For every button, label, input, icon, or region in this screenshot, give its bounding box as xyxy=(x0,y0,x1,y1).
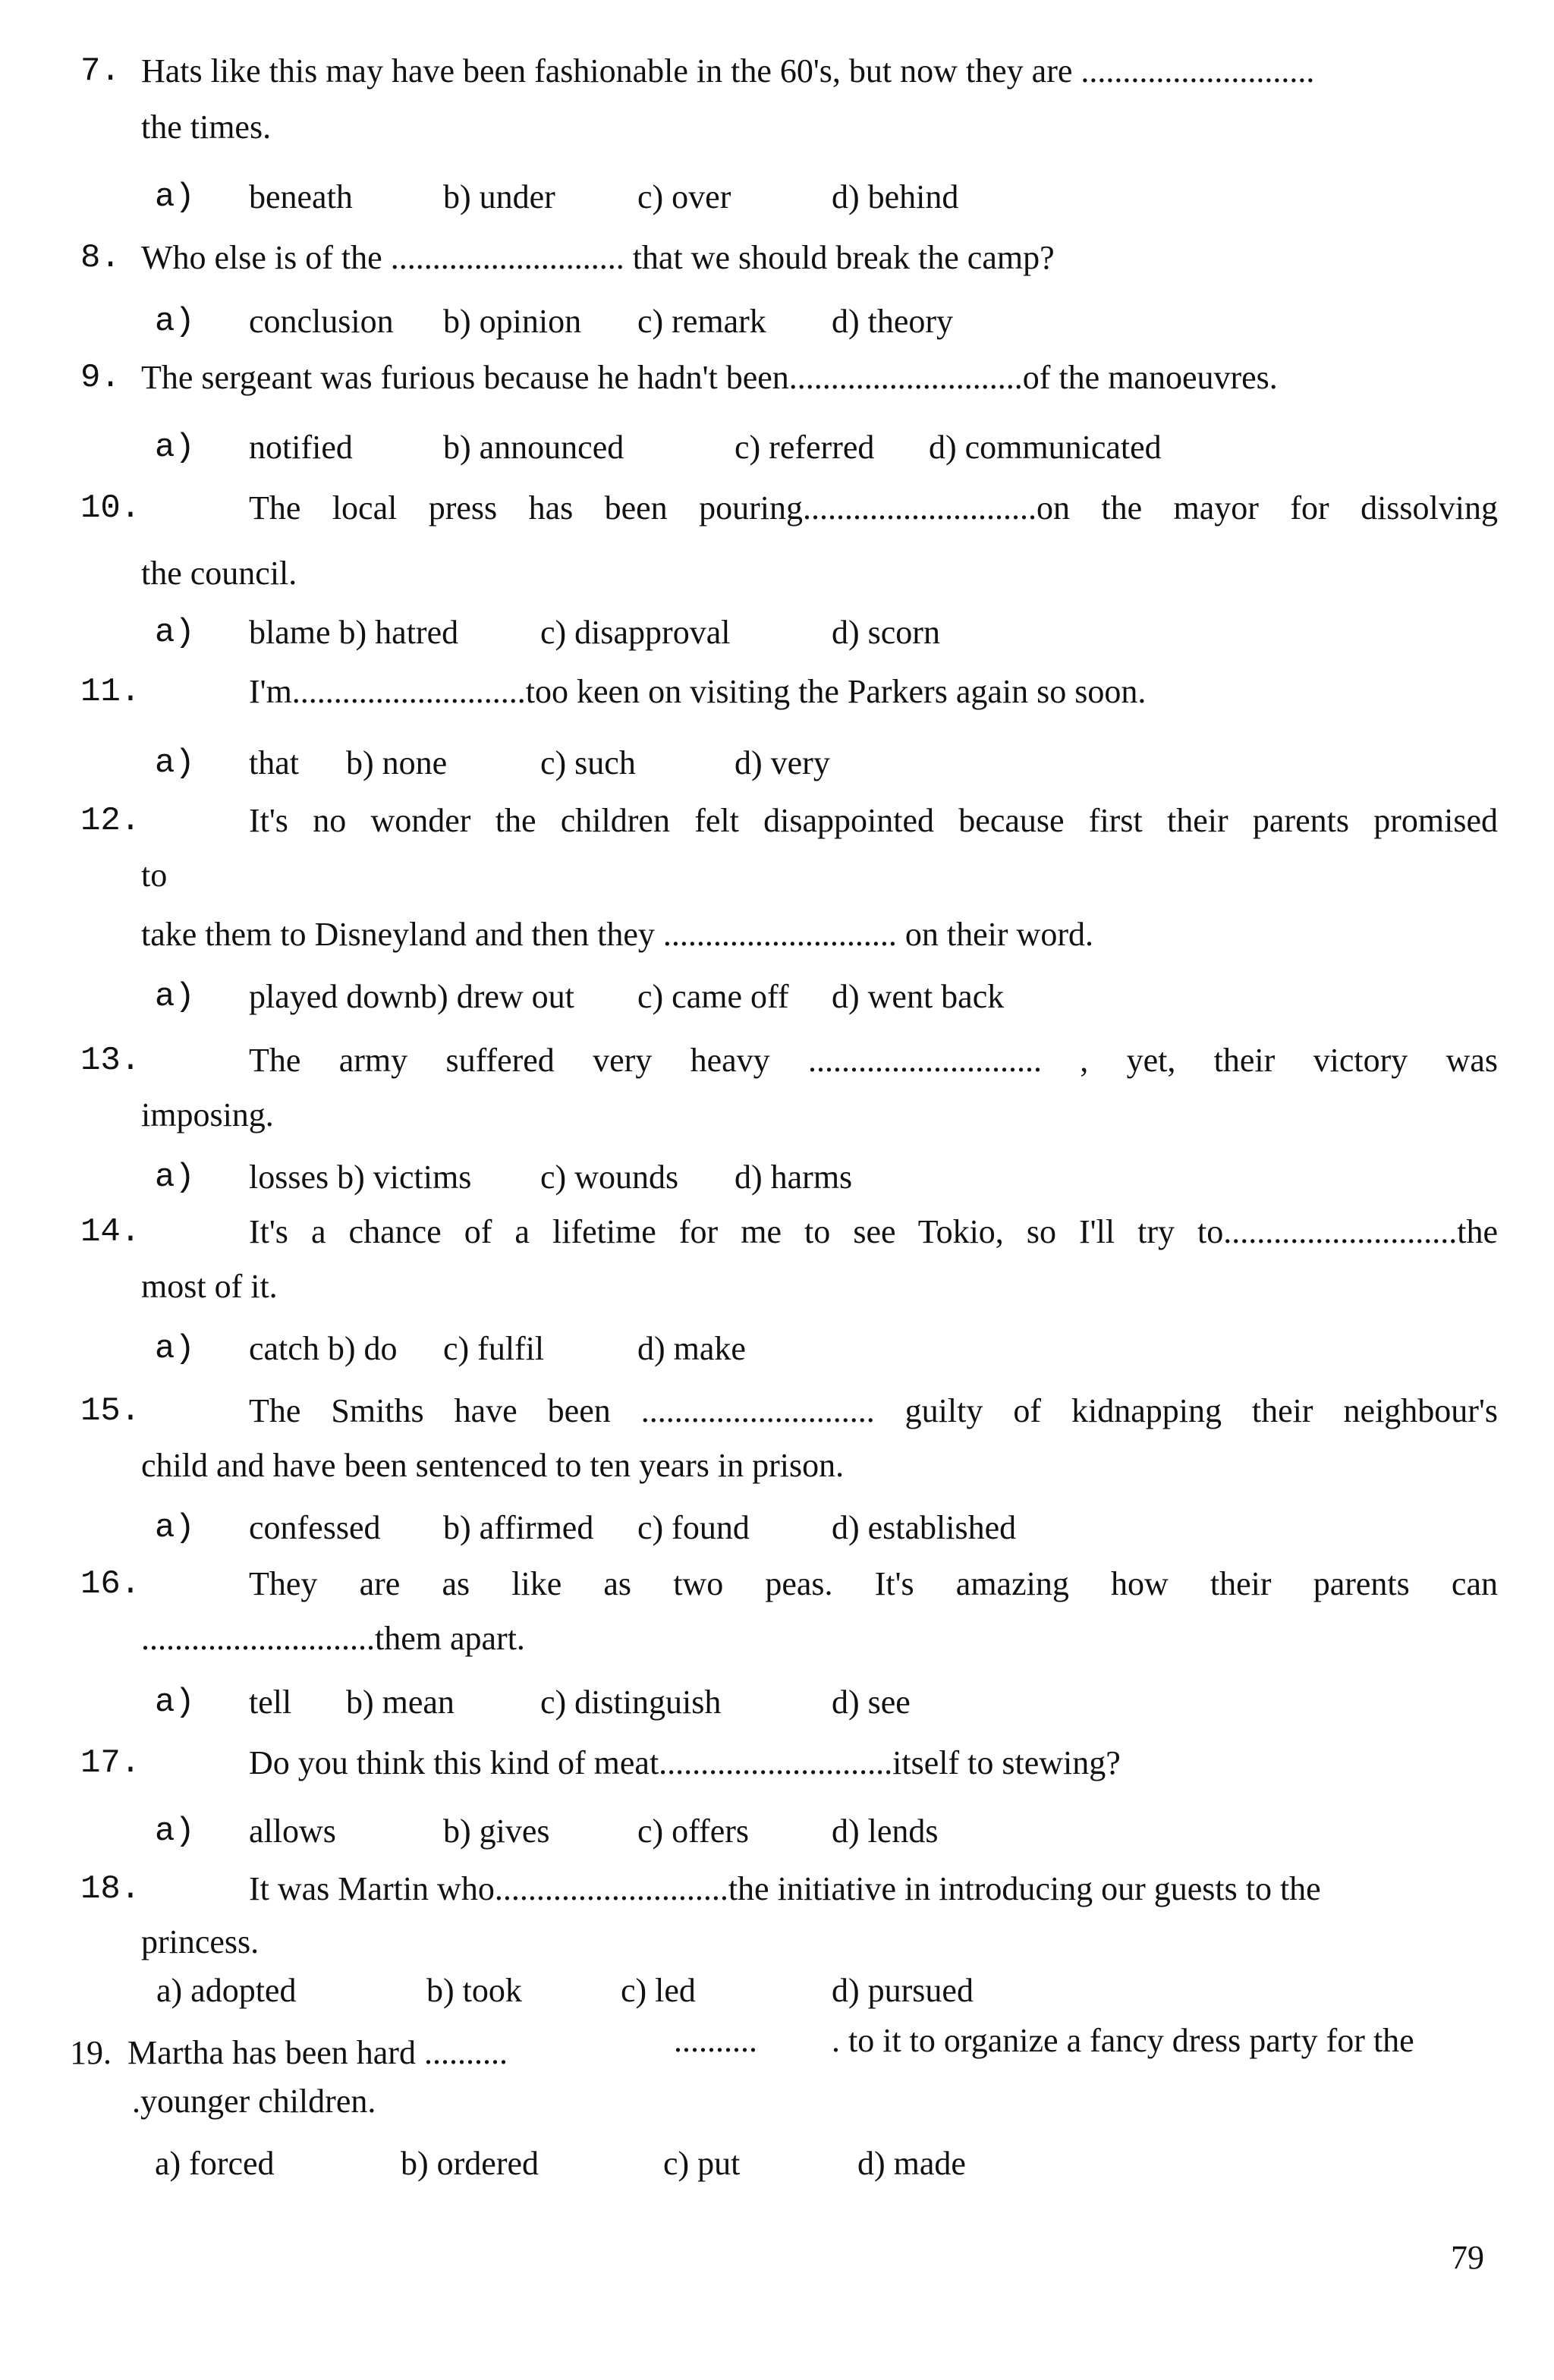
question-15-option-a-label: a) xyxy=(155,1509,195,1547)
question-11-option-c: c) such xyxy=(540,744,636,781)
question-11-option-d: d) very xyxy=(735,744,830,781)
question-10-option-a-label: a) xyxy=(155,614,195,652)
question-18-option-a: a) adopted xyxy=(156,1972,297,2009)
question-18-option-c: c) led xyxy=(621,1972,696,2009)
question-9-text: The sergeant was furious because he hadn't been............................of the manoeuvres. xyxy=(141,359,1278,396)
question-13-option-a-b: losses b) victims xyxy=(249,1159,472,1196)
question-19-text-part2: .......... xyxy=(674,2022,757,2059)
question-16-option-a-label: a) xyxy=(155,1684,195,1721)
question-12-option-c: c) came off xyxy=(637,978,789,1015)
question-14-option-c: c) fulfil xyxy=(443,1330,545,1367)
question-18-option-b: b) took xyxy=(426,1972,522,2009)
question-19-number: 19. xyxy=(70,2034,112,2071)
question-14-option-a-b: catch b) do xyxy=(249,1330,398,1367)
question-15-option-c: c) found xyxy=(637,1509,750,1546)
question-18-number: 18. xyxy=(80,1870,141,1908)
question-7-number: 7. xyxy=(80,52,121,90)
question-12-option-a-label: a) xyxy=(155,978,195,1016)
question-15-text: The Smiths have been ............................ guilty of kidnapping their neighbour's xyxy=(249,1392,1498,1429)
question-18-option-d: d) pursued xyxy=(832,1972,974,2009)
question-13-text-cont: imposing. xyxy=(141,1096,274,1133)
question-10-option-a-b: blame b) hatred xyxy=(249,614,459,651)
question-12-number: 12. xyxy=(80,802,141,840)
question-7-option-a-label: a) xyxy=(155,178,195,216)
question-7-option-d: d) behind xyxy=(832,178,959,215)
question-12-text-wrap: to xyxy=(141,857,168,894)
question-11-number: 11. xyxy=(80,673,141,711)
question-13-option-d: d) harms xyxy=(735,1159,853,1196)
question-8-text: Who else is of the ............................ that we should break the camp? xyxy=(141,239,1055,276)
question-10-text-cont: the council. xyxy=(141,555,297,592)
question-10-option-c: c) disapproval xyxy=(540,614,731,651)
question-17-option-a: allows xyxy=(249,1813,336,1850)
question-17-text: Do you think this kind of meat............................itself to stewing? xyxy=(249,1744,1121,1781)
question-15-option-b: b) affirmed xyxy=(443,1509,594,1546)
question-19-option-c: c) put xyxy=(663,2145,741,2182)
question-12-text: It's no wonder the children felt disappointed because first their parents promised xyxy=(249,802,1498,839)
question-8-option-c: c) remark xyxy=(637,303,766,340)
question-7-option-a: beneath xyxy=(249,178,353,215)
question-17-option-a-label: a) xyxy=(155,1813,195,1850)
question-8-option-d: d) theory xyxy=(832,303,954,340)
question-10-option-d: d) scorn xyxy=(832,614,940,651)
question-8-option-b: b) opinion xyxy=(443,303,582,340)
question-15-text-cont: child and have been sentenced to ten years in prison. xyxy=(141,1447,845,1484)
question-12-option-d: d) went back xyxy=(832,978,1005,1015)
question-19-text-cont: .younger children. xyxy=(132,2083,376,2120)
question-8-number: 8. xyxy=(80,239,121,277)
question-14-option-d: d) make xyxy=(637,1330,746,1367)
question-10-number: 10. xyxy=(80,489,141,527)
question-15-option-a: confessed xyxy=(249,1509,381,1546)
question-14-text: It's a chance of a lifetime for me to see Tokio, so I'll try to............................the xyxy=(249,1213,1498,1250)
question-16-text-cont: ............................them apart. xyxy=(141,1620,525,1657)
question-12-text-cont: take them to Disneyland and then they ............................ on their word. xyxy=(141,916,1093,953)
question-9-option-a-label: a) xyxy=(155,429,195,467)
question-9-option-d: d) communicated xyxy=(929,429,1162,466)
question-19-option-a: a) forced xyxy=(155,2145,275,2182)
question-19-text-part1: Martha has been hard .......... xyxy=(127,2034,508,2071)
question-16-option-b: b) mean xyxy=(346,1684,455,1721)
question-14-option-a-label: a) xyxy=(155,1330,195,1368)
question-9-option-a: notified xyxy=(249,429,353,466)
question-13-option-c: c) wounds xyxy=(540,1159,679,1196)
question-8-option-a: conclusion xyxy=(249,303,394,340)
question-13-option-a-label: a) xyxy=(155,1159,195,1196)
question-18-text-cont: princess. xyxy=(141,1923,260,1960)
question-17-number: 17. xyxy=(80,1744,141,1782)
question-9-option-c: c) referred xyxy=(735,429,875,466)
page-number: 79 xyxy=(1451,2239,1484,2276)
question-10-text: The local press has been pouring............................on the mayor for dissolving xyxy=(249,489,1498,527)
question-7-text: Hats like this may have been fashionable in the 60's, but now they are ............................ xyxy=(141,52,1315,90)
question-7-option-c: c) over xyxy=(637,178,731,215)
question-16-option-d: d) see xyxy=(832,1684,911,1721)
question-11-option-a: that xyxy=(249,744,299,781)
question-11-option-a-label: a) xyxy=(155,744,195,782)
question-7-text-cont: the times. xyxy=(141,108,272,146)
question-7-option-b: b) under xyxy=(443,178,555,215)
question-19-option-d: d) made xyxy=(857,2145,966,2182)
question-8-option-a-label: a) xyxy=(155,303,195,341)
question-16-option-c: c) distinguish xyxy=(540,1684,722,1721)
question-19-option-b: b) ordered xyxy=(401,2145,539,2182)
question-9-number: 9. xyxy=(80,359,121,397)
question-11-option-b: b) none xyxy=(346,744,448,781)
question-19-text-part3: . to it to organize a fancy dress party for the xyxy=(832,2022,1414,2059)
question-16-number: 16. xyxy=(80,1565,141,1603)
question-15-option-d: d) established xyxy=(832,1509,1017,1546)
question-18-text: It was Martin who............................the initiative in introducing our guests to the xyxy=(249,1870,1321,1907)
question-11-text: I'm............................too keen on visiting the Parkers again so soon. xyxy=(249,673,1147,710)
question-13-number: 13. xyxy=(80,1042,141,1080)
question-12-option-a-b: played downb) drew out xyxy=(249,978,574,1015)
question-16-text: They are as like as two peas. It's amazing how their parents can xyxy=(249,1565,1498,1602)
question-14-number: 14. xyxy=(80,1213,141,1251)
question-14-text-cont: most of it. xyxy=(141,1268,278,1305)
question-17-option-b: b) gives xyxy=(443,1813,550,1850)
question-9-option-b: b) announced xyxy=(443,429,624,466)
question-15-number: 15. xyxy=(80,1392,141,1430)
question-13-text: The army suffered very heavy ............................ , yet, their victory was xyxy=(249,1042,1498,1079)
question-17-option-c: c) offers xyxy=(637,1813,749,1850)
question-17-option-d: d) lends xyxy=(832,1813,939,1850)
question-16-option-a: tell xyxy=(249,1684,292,1721)
